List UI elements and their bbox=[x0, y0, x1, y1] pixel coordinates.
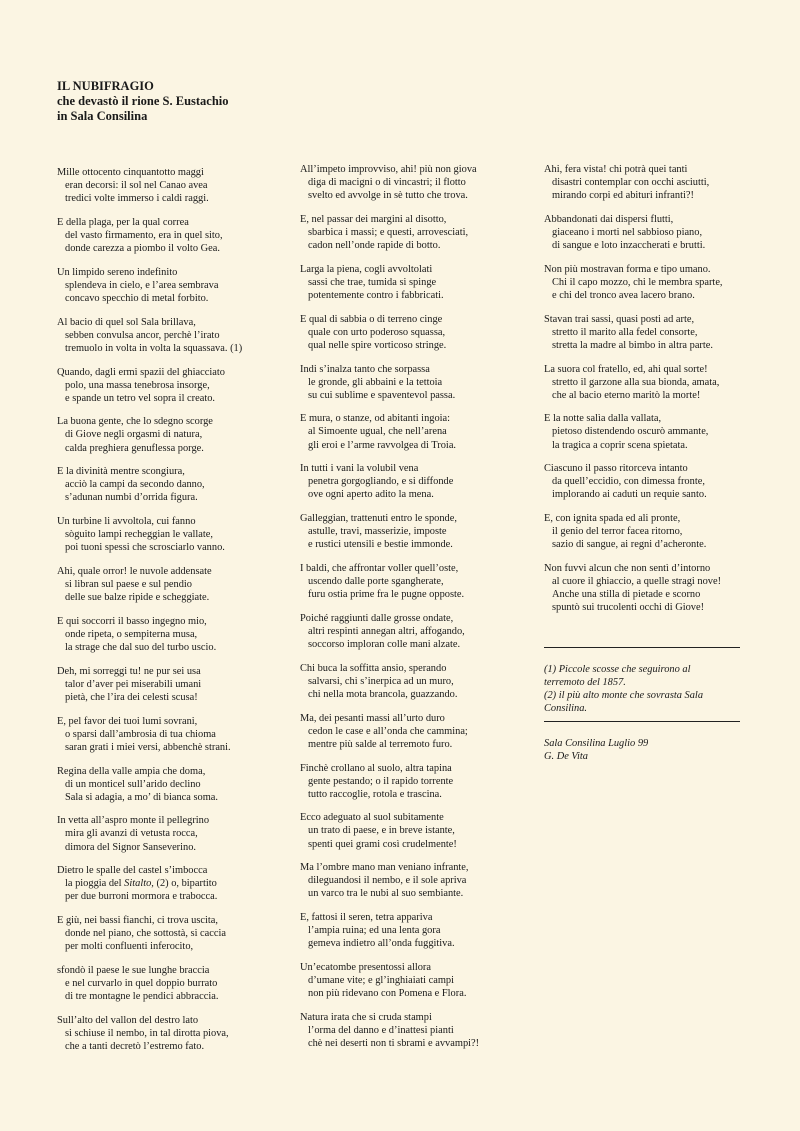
verse-line: delle sue balze ripide e scheggiate. bbox=[65, 592, 210, 604]
verse-line: ove ogni aperto adito la mena. bbox=[308, 489, 434, 501]
stanza bbox=[57, 914, 292, 953]
stanza bbox=[57, 366, 292, 405]
verse-line: eran decorsi: il sol nel Canao avea bbox=[65, 180, 208, 192]
verse-line: non più ridevano con Pomena e Flora. bbox=[308, 988, 467, 1000]
verse-line: gli eroi e l’arme ravvolgea di Troia. bbox=[308, 439, 457, 451]
stanza bbox=[544, 462, 764, 501]
verse-line: talor d’aver pei miserabili umani bbox=[65, 678, 202, 690]
verse-line: cedon le case e all’onda che cammina; bbox=[308, 725, 468, 737]
verse-line: Larga la piena, cogli avvoltolati bbox=[300, 263, 433, 275]
verse-line: del vasto firmamento, era in quel sito, bbox=[65, 229, 223, 241]
stanza bbox=[300, 562, 535, 601]
verse-line: Un limpido sereno indefinito bbox=[57, 266, 178, 278]
stanza bbox=[300, 263, 535, 302]
verse-line: La suora col fratello, ed, ahi qual sorte! bbox=[544, 363, 708, 375]
verse-line: e spande un tetro vel sopra il creato. bbox=[65, 392, 216, 404]
stanza bbox=[300, 811, 535, 850]
verse-line: acciò la campi da secondo danno, bbox=[65, 479, 205, 491]
verse-line: di Giove negli orgasmi di natura, bbox=[65, 429, 203, 441]
stanza bbox=[57, 1014, 292, 1053]
verse-line: Ma, dei pesanti massi all’urto duro bbox=[300, 712, 445, 724]
stanza bbox=[544, 363, 764, 402]
stanza bbox=[300, 712, 535, 751]
verse-line: chè nei deserti non ti sbrami e avvampi?! bbox=[308, 1038, 480, 1050]
verse-line: All’impeto improvviso, ahi! più non giova bbox=[300, 164, 477, 175]
verse-line: giaceano i morti nel sabbioso piano, bbox=[552, 226, 703, 238]
verse-line: spuntò sui trucolenti occhi di Giove! bbox=[552, 602, 705, 614]
verse-line: stretto il marito alla fedel consorte, bbox=[552, 326, 698, 338]
verse-line: pietoso distendendo oscurò ammante, bbox=[552, 426, 709, 438]
poem-stanzas bbox=[544, 163, 764, 614]
signature-place-date: Sala Consilina Luglio 99 bbox=[544, 738, 649, 750]
verse-line: cadon nell’onde rapide di botto. bbox=[308, 240, 441, 252]
verse-line: Natura irata che si cruda stampi bbox=[300, 1011, 432, 1023]
signature bbox=[544, 737, 764, 763]
verse-line: onde ripeta, o sempiterna musa, bbox=[65, 628, 198, 640]
poem-title bbox=[57, 79, 229, 124]
verse-line: E, con ignita spada ed ali pronte, bbox=[544, 513, 681, 525]
verse-line: Indi s’inalza tanto che sorpassa bbox=[300, 363, 430, 375]
verse-line: la tragica a coprir scena spietata. bbox=[552, 439, 688, 451]
verse-line: I baldi, che affrontar voller quell’oste, bbox=[300, 563, 459, 574]
verse-line: Sala si adagia, a mo’ di bianca soma. bbox=[65, 791, 219, 803]
footnotes bbox=[544, 663, 764, 715]
verse-line: concavo specchio di metal forbito. bbox=[65, 292, 209, 304]
verse-line: E, nel passar dei margini al disotto, bbox=[300, 213, 447, 225]
verse-line: Un’ecatombe presentossi allora bbox=[300, 962, 431, 973]
verse-line: Galleggian, trattenuti entro le sponde, bbox=[300, 513, 457, 525]
verse-line: sfondò il paese le sue lunghe braccia bbox=[57, 965, 210, 976]
stanza bbox=[544, 213, 764, 252]
verse-line: Ecco adeguato al suol subitamente bbox=[300, 812, 444, 824]
stanza bbox=[57, 515, 292, 554]
verse-line: Non più mostravan forma e tipo umano. bbox=[544, 263, 711, 275]
verse-line: donde carezza a piombo il volto Gea. bbox=[65, 243, 220, 255]
verse-line: tredici volte immerso i caldi raggi. bbox=[65, 193, 209, 205]
verse-line: Al bacio di quel sol Sala brillava, bbox=[57, 316, 196, 328]
verse-line: Quando, dagli ermi spazii del ghiacciato bbox=[57, 366, 225, 378]
verse-line: Dietro le spalle del castel s’imbocca bbox=[57, 865, 208, 877]
verse-line: gemeva indietro all’onda fuggitiva. bbox=[308, 938, 455, 950]
title-line-1: IL NUBIFRAGIO bbox=[57, 79, 154, 93]
verse-line: di sangue e loto inzaccherati e brutti. bbox=[552, 240, 706, 252]
verse-line: quale con urto poderoso squassa, bbox=[308, 326, 446, 338]
verse-line: il genio del terror facea ritorno, bbox=[552, 526, 683, 538]
verse-line: E della plaga, per la qual correa bbox=[57, 216, 189, 228]
verse-line: sòguito lampi recheggian le vallate, bbox=[65, 529, 214, 541]
verse-line: gente pestando; o il rapido torrente bbox=[308, 775, 454, 787]
stanza bbox=[544, 263, 764, 302]
verse-line: dileguandosi il nembo, e il sole apriva bbox=[308, 875, 467, 887]
verse-line: tremuolo in volta in volta la squassava. (1) bbox=[65, 342, 243, 354]
stanza bbox=[57, 465, 292, 504]
verse-line: E, fattosi il seren, tetra appariva bbox=[300, 912, 433, 924]
verse-line: e nel curvarlo in quel doppio burrato bbox=[65, 978, 218, 990]
verse-line: uscendo dalle porte sgangherate, bbox=[308, 576, 444, 588]
stanza bbox=[57, 216, 292, 255]
footnote-line: terremoto del 1857. bbox=[544, 677, 626, 689]
verse-line: spenti quei grami così crudelmente! bbox=[308, 838, 457, 850]
verse-line: mirando corpi ed abituri infranti?! bbox=[552, 190, 694, 202]
footnote-line: (2) il più alto monte che sovrasta Sala bbox=[544, 690, 704, 702]
stanza bbox=[57, 814, 292, 853]
verse-line: per molti confluenti inferocito, bbox=[65, 941, 194, 953]
verse-line: stretta la madre al bimbo in altra parte. bbox=[552, 339, 713, 351]
verse-line: calda preghiera genuflessa porge. bbox=[65, 442, 204, 454]
verse-line: Stavan trai sassi, quasi posti ad arte, bbox=[544, 313, 695, 325]
verse-line: astulle, travi, masserizie, imposte bbox=[308, 526, 447, 538]
verse-line: Non fuvvi alcun che non sentì d’intorno bbox=[544, 563, 711, 574]
verse-line: di tre montagne le pendici abbraccia. bbox=[65, 991, 219, 1003]
verse-line: la pioggia del Sitalto, (2) o, bipartito bbox=[65, 878, 217, 890]
verse-line: pietà, che l’ira dei celesti scusa! bbox=[65, 691, 198, 703]
footnote-line: Consilina. bbox=[544, 703, 588, 715]
verse-line: Finchè crollano al suolo, altra tapina bbox=[300, 762, 452, 774]
verse-line: la strage che dal suo del turbo uscio. bbox=[65, 642, 217, 654]
verse-line: le gronde, gli abbaini e la tettoia bbox=[308, 376, 443, 388]
verse-line: mira gli avanzi di vetusta rocca, bbox=[65, 828, 198, 840]
title-line-3: in Sala Consilina bbox=[57, 109, 148, 123]
stanza bbox=[57, 166, 292, 205]
signature-author: G. De Vita bbox=[544, 751, 588, 763]
verse-line: donde nel piano, che sottostà, si caccia bbox=[65, 928, 226, 940]
verse-line: e rustici utensili e bestie immonde. bbox=[308, 539, 453, 551]
verse-line: sazio di sangue, ai regni d’acheronte. bbox=[552, 539, 707, 551]
verse-line: Ma l’ombre mano man veniano infrante, bbox=[300, 862, 469, 874]
stanza bbox=[300, 213, 535, 252]
stanza bbox=[300, 363, 535, 402]
verse-line: per due burroni mormora e trabocca. bbox=[65, 891, 218, 903]
verse-line: sassi che trae, tumida si spinge bbox=[308, 276, 437, 288]
verse-line: E la divinità mentre scongiura, bbox=[57, 466, 185, 478]
verse-line: Ciascuno il passo ritorceva intanto bbox=[544, 463, 688, 475]
stanza bbox=[300, 612, 535, 651]
verse-line: E mura, o stanze, od abitanti ingoia: bbox=[300, 413, 451, 425]
verse-line: penetra gorgogliando, e si diffonde bbox=[308, 476, 454, 488]
verse-line: polo, una massa tenebrosa insorge, bbox=[65, 379, 210, 391]
verse-line: di un monticel sull’arido declino bbox=[65, 778, 201, 790]
poem-column-1 bbox=[57, 166, 292, 1064]
verse-line: La buona gente, che lo sdegno scorge bbox=[57, 416, 213, 428]
verse-line: si schiuse il nembo, in tal dirotta piova, bbox=[65, 1027, 229, 1039]
verse-line: E, pel favor dei tuoi lumi sovrani, bbox=[57, 715, 198, 727]
title-line-2: che devastò il rione S. Eustachio bbox=[57, 94, 229, 108]
verse-line: implorando ai caduti un requie santo. bbox=[552, 489, 707, 501]
verse-line: Ahi, fera vista! chi potrà quei tanti bbox=[544, 164, 688, 175]
verse-line: diga di macigni o di vincastri; il flotto bbox=[308, 177, 466, 189]
verse-line: al cuore il ghiaccio, a quelle stragi nove! bbox=[552, 576, 722, 588]
stanza bbox=[57, 565, 292, 604]
verse-line: Chi buca la soffitta ansio, sperando bbox=[300, 662, 447, 674]
stanza bbox=[544, 163, 764, 202]
stanza bbox=[300, 861, 535, 900]
stanza bbox=[57, 316, 292, 355]
verse-line: svelto ed avvolge in sè tutto che trova. bbox=[308, 190, 468, 202]
stanza bbox=[57, 615, 292, 654]
verse-line: E la notte salìa dalla vallata, bbox=[544, 413, 662, 425]
verse-line: l’ampia ruina; ed una lenta gora bbox=[308, 925, 441, 937]
verse-line: dimora del Signor Sanseverino. bbox=[65, 841, 197, 853]
verse-line: s’adunan numbi d’orrida figura. bbox=[65, 492, 198, 504]
verse-line: splendeva in cielo, e l’area sembrava bbox=[65, 279, 219, 291]
verse-line: furu ostia prime fra le pugne opposte. bbox=[308, 589, 465, 601]
stanza bbox=[544, 412, 764, 451]
stanza bbox=[57, 765, 292, 804]
verse-line: Abbandonati dai dispersi flutti, bbox=[544, 213, 674, 225]
verse-line: poi tuoni spessi che scrosciarlo vanno. bbox=[65, 542, 225, 554]
verse-line: Mille ottocento cinquantotto maggi bbox=[57, 167, 204, 178]
verse-line: un trato di paese, e in breve istante, bbox=[308, 825, 455, 837]
verse-line: Poiché raggiunti dalle grosse ondate, bbox=[300, 612, 454, 624]
verse-line: In tutti i vani la volubil vena bbox=[300, 463, 419, 475]
poem-column-3 bbox=[544, 163, 764, 764]
stanza bbox=[300, 961, 535, 1000]
verse-line: su cui sublime e spaventevol passa. bbox=[308, 389, 456, 401]
stanza bbox=[300, 911, 535, 950]
stanza bbox=[57, 415, 292, 454]
stanza bbox=[300, 313, 535, 352]
stanza bbox=[300, 1011, 535, 1050]
verse-line: o sparsi dall’ambrosia di tua chioma bbox=[65, 728, 216, 740]
verse-line: un varco tra le nubi al suo sembiante. bbox=[308, 888, 464, 900]
verse-line: sbarbica i massi; e questi, arrovesciati, bbox=[308, 226, 469, 238]
verse-line: Anche una stilla di pietade e scorno bbox=[552, 589, 701, 601]
stanza bbox=[544, 562, 764, 614]
verse-line: E qui soccorri il basso ingegno mio, bbox=[57, 615, 207, 627]
verse-line: mentre più salde al terremoto furo. bbox=[308, 738, 453, 750]
verse-line: In vetta all’aspro monte il pellegrino bbox=[57, 815, 210, 827]
verse-line: da quell’eccidio, con dimessa fronte, bbox=[552, 476, 705, 488]
verse-line: che al bacio eterno maritò la morte! bbox=[552, 389, 701, 401]
verse-line: qual nelle spire vorticoso stringe. bbox=[308, 339, 447, 351]
stanza bbox=[544, 512, 764, 551]
stanza bbox=[57, 266, 292, 305]
stanza bbox=[300, 412, 535, 451]
stanza bbox=[57, 665, 292, 704]
verse-line: E qual di sabbia o di terreno cinge bbox=[300, 313, 443, 325]
verse-line: si libran sul paese e sul pendio bbox=[65, 579, 192, 591]
stanza bbox=[57, 864, 292, 903]
verse-line: stretto il garzone alla sua bionda, amata, bbox=[552, 376, 720, 388]
verse-line: Ahi, quale orror! le nuvole addensate bbox=[57, 566, 212, 577]
poem-column-2 bbox=[300, 163, 535, 1061]
verse-line: tutto raccoglie, rotola e trascina. bbox=[308, 788, 442, 800]
verse-line: salvarsi, chi s’inerpica ad un muro, bbox=[308, 675, 454, 687]
verse-line: saran grati i miei versi, abbenchè strani. bbox=[65, 741, 231, 753]
footnote-line: (1) Piccole scosse che seguirono al bbox=[544, 663, 691, 675]
stanza bbox=[300, 762, 535, 801]
verse-line: d’umane vite; e gl’inghiaiati campi bbox=[308, 975, 454, 987]
verse-line: soccorso imploran colle mani alzate. bbox=[308, 639, 461, 651]
verse-line: disastri contemplar con occhi asciutti, bbox=[552, 177, 710, 189]
verse-line: Chi il capo mozzo, chi le membra sparte, bbox=[552, 276, 723, 288]
stanza bbox=[300, 462, 535, 501]
verse-line: E giù, nei bassi fianchi, ci trova uscita, bbox=[57, 915, 219, 927]
stanza bbox=[300, 163, 535, 202]
verse-line: chi nella mota brancola, guazzando. bbox=[308, 688, 458, 700]
verse-line: altri respinti annegan altri, affogando, bbox=[308, 625, 465, 637]
stanza bbox=[300, 512, 535, 551]
verse-line: Regina della valle ampia che doma, bbox=[57, 765, 206, 777]
verse-line: Deh, mi sorreggi tu! ne pur sei usa bbox=[57, 665, 201, 677]
stanza bbox=[57, 715, 292, 754]
stanza bbox=[544, 313, 764, 352]
verse-line: al Simoente ugual, che nell’arena bbox=[308, 426, 447, 438]
verse-line: che a tanti decretò l’estremo fato. bbox=[65, 1041, 205, 1053]
verse-line: sebben convulsa ancor, perchè l’irato bbox=[65, 329, 220, 341]
stanza bbox=[57, 964, 292, 1003]
verse-line: l’orma del danno e d’inattesi pianti bbox=[308, 1024, 454, 1036]
verse-line: e chi del tronco avea lacero brano. bbox=[552, 289, 695, 301]
verse-line: potentemente contro i fabbricati. bbox=[308, 289, 444, 301]
stanza bbox=[300, 662, 535, 701]
verse-line: Un turbine li avvoltola, cui fanno bbox=[57, 516, 196, 528]
verse-line: Sull’alto del vallon del destro lato bbox=[57, 1014, 199, 1026]
